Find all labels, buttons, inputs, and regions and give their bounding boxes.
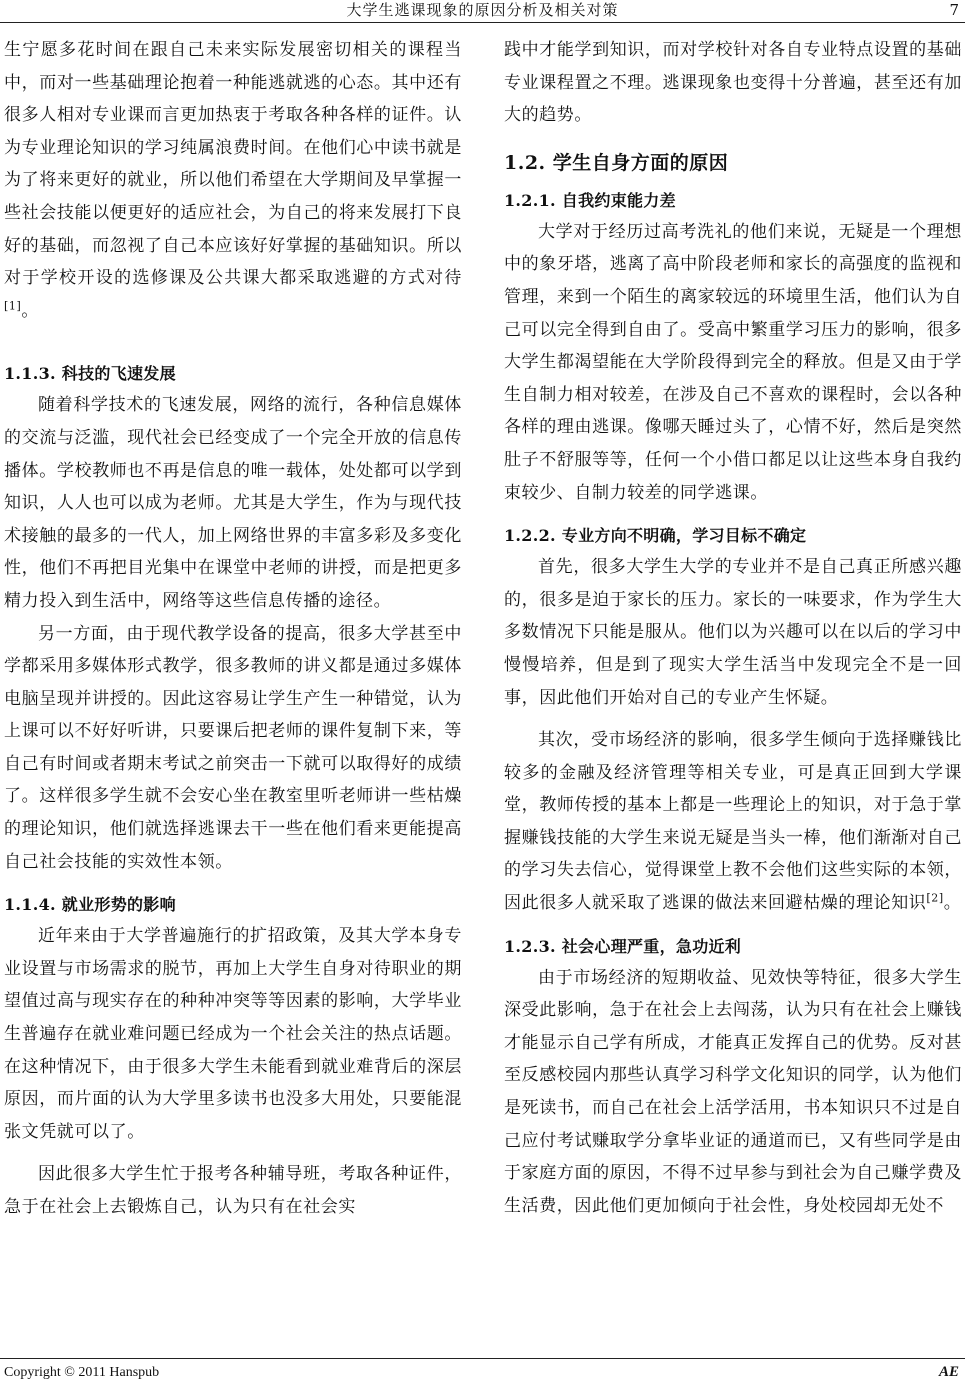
section-heading-1-1-4: 1.1.4. 就业形势的影响 [4,895,176,915]
section-heading-1-2-2: 1.2.2. 专业方向不明确，学习目标不确定 [504,526,807,546]
paragraph-intro: 生宁愿多花时间在跟自己未来实际发展密切相关的课程当中，而对一些基础理论抱着一种能逃就逃的心态。其中还有很多人相对专业课而言更加热衷于考取各种各样的证件。认为专业理论知识的学习纯属浪费时间。在他们心中读书就是为了将来更好的就业，所以他们希望在大学期间及早掌握一些社会技能以便更好的适应社会，为自己的将来发展打下良好的基础，而忽视了自己本应该好好掌握的基础知识。所以对于学校开设的选修课及公共课大都采取逃避的方式对待[1]。 [4,40,462,321]
citation-ref[interactable]: [2] [926,891,944,905]
citation-ref[interactable]: [1] [4,299,22,313]
running-title: 大学生逃课现象的原因分析及相关对策 [346,1,619,19]
paragraph: 因此很多大学生忙于报考各种辅导班，考取各种证件，急于在社会上去锻炼自己，认为只有在社会实 [4,1164,462,1217]
journal-abbrev: AE [938,1364,959,1380]
section-heading-1-2: 1.2. 学生自身方面的原因 [504,151,729,174]
paragraph-continued: 践中才能学到知识，而对学校针对各自专业特点设置的基础专业课程置之不理。逃课现象也变得十分普遍，甚至还有加大的趋势。 [504,40,962,126]
paragraph: 近年来由于大学普遍施行的扩招政策，及其大学本身专业设置与市场需求的脱节，再加上大学生自身对待职业的期望值过高与现实存在的种种冲突等等因素的影响，大学毕业生普遍存在就业难问题已经成为一个社会关注的热点话题。在这种情况下，由于很多大学生未能看到就业难背后的深层原因，而片面的认为大学里多读书也没多大用处，只要能混张文凭就可以了。 [4,926,462,1142]
section-heading-1-2-3: 1.2.3. 社会心理严重，急功近利 [504,936,742,956]
section-heading-1-2-1: 1.2.1. 自我约束能力差 [504,190,676,210]
paragraph: 大学对于经历过高考洗礼的他们来说，无疑是一个理想中的象牙塔，逃离了高中阶段老师和家长的高强度的监视和管理，来到一个陌生的离家较远的环境里生活，他们认为自己可以完全得到自由了。受高中繁重学习压力的影响，很多大学生都渴望能在大学阶段得到完全的释放。但是又由于学生自制力相对较差，在涉及自己不喜欢的课程时，会以各种各样的理由逃课。像哪天睡过头了，心情不好，然后是突然肚子不舒服等等，任何一个小借口都足以让这些本身自我约束较少、自制力较差的同学逃课。 [504,221,962,503]
left-column [4,34,462,1224]
section-heading-1-1-3: 1.1.3. 科技的飞速发展 [4,364,176,384]
page-footer [0,1358,965,1387]
paragraph: 另一方面，由于现代教学设备的提高，很多大学甚至中学都采用多媒体形式教学，很多教师的讲义都是通过多媒体电脑呈现并讲授的。因此这容易让学生产生一种错觉，认为上课可以不好好听讲，只要课后把老师的课件复制下来，等自己有时间或者期末考试之前突击一下就可以取得好的成绩了。这样很多学生就不会安心坐在教室里听老师讲一些枯燥的理论知识，他们就选择逃课去干一些在他们看来更能提高自己社会技能的实效性本领。 [4,623,462,872]
paragraph: 由于市场经济的短期收益、见效快等特征，很多大学生深受此影响，急于在社会上去闯荡，认为只有在社会上赚钱才能显示自己学有所成，才能真正发挥自己的优势。反对甚至反感校园内那些认真学习科学文化知识的同学，认为他们是死读书，而自己在社会上活学活用，书本知识只不过是自己应付考试赚取学分拿毕业证的通道而已，又有些同学是由于家庭方面的原因，不得不过早参与到社会为自己赚学费及生活费，因此他们更加倾向于社会性，身处校园却无处不 [504,967,962,1216]
copyright-notice: Copyright © 2011 Hanspub [4,1365,160,1380]
page-number: 7 [949,1,959,19]
paragraph: 其次，受市场经济的影响，很多学生倾向于选择赚钱比较多的金融及经济管理等相关专业，可是真正回到大学课堂，教师传授的基本上都是一些理论上的知识，对于急于掌握赚钱技能的大学生来说无疑是当头一棒，他们渐渐对自己的学习失去信心，觉得课堂上教不会他们这些实际的本领，因此很多人就采取了逃课的做法来回避枯燥的理论知识[2]。 [504,730,962,914]
paragraph: 首先，很多大学生大学的专业并不是自己真正所感兴趣的，很多是迫于家长的压力。家长的一味要求，作为学生大多数情况下只能是服从。他们以为兴趣可以在以后的学习中慢慢培养，但是到了现实大学生活当中发现完全不是一回事，因此他们开始对自己的专业产生怀疑。 [504,557,962,708]
right-column [504,34,962,1222]
paragraph: 随着科学技术的飞速发展，网络的流行，各种信息媒体的交流与泛滥，现代社会已经变成了一个完全开放的信息传播体。学校教师也不再是信息的唯一载体，处处都可以学到知识，人人也可以成为老师。尤其是大学生，作为与现代技术接触的最多的一代人，加上网络世界的丰富多彩及多变化性，他们不再把目光集中在课堂中老师的讲授，而是把更多精力投入到生活中，网络等这些信息传播的途径。 [4,395,462,611]
page-header [0,0,965,23]
